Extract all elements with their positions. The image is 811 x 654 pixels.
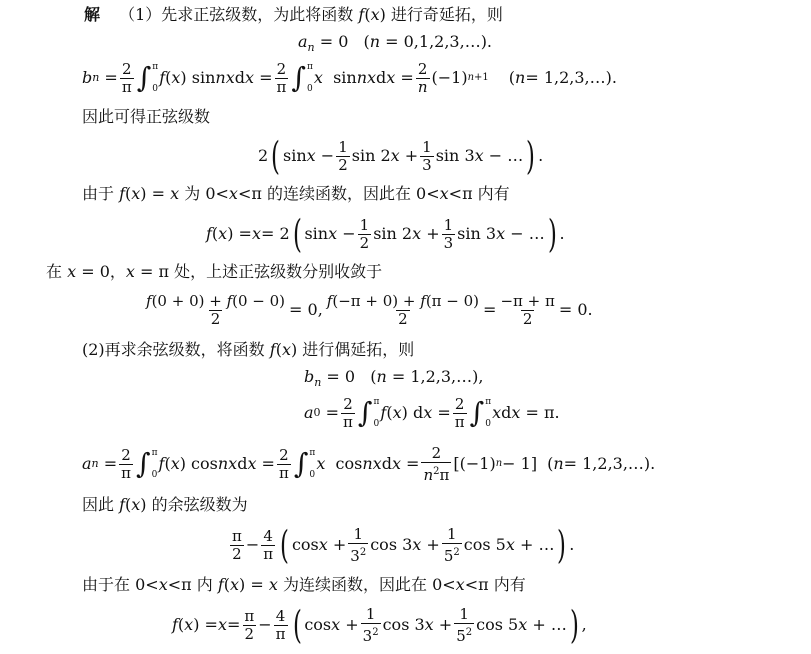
integral-sign: ∫ π 0 [136, 61, 159, 94]
text-continuity-even: 由于在 0<x<π 内 f(x) = x 为连续函数，因此在 0<x<π 内有 [82, 575, 526, 594]
part2-text: (2)再求余弦级数，将函数 f(x) 进行偶延拓，则 [82, 340, 415, 359]
equation-fx-sine-expansion: f ( x ) = x = 2 ( sin x − $\frac{1}{2}$ sin 2 x + $\frac{1}{3}$ sin 3 x − … ) . [206, 212, 565, 256]
equation-a-n-cos: a n = $\frac{2}{\pi}$ ∫ π 0 f ( x ) cos nx d x = $\frac{2}{\pi}$ ∫ π 0 x cos nx d x = $\frac{2}{n^2\pi}$ [(−1) n − 1] ( n = 1,2,3,…). [82, 443, 656, 484]
equation-cosine-series: $\frac{\pi}{2}$ − $\frac{4}{\pi}$ ( cos x + $\frac{1}{3^2}$ cos 3 x + $\frac{1}{5^2}$ cos 5 x + … ) . [232, 523, 575, 567]
equation-a-n-zero: $a_n = 0$ (n = 0,1,2,3,…). [298, 32, 493, 54]
equation-b-n-zero: $b_n = 0$ (n = 1,2,3,…), [304, 367, 484, 389]
part1-text: （1）先求正弦级数，为此将函数 f(x) 进行奇延拓，则 [119, 5, 503, 24]
equation-a-zero: a 0 = $\frac{2}{\pi}$ ∫ π 0 f ( x ) d x = $\frac{2}{\pi}$ ∫ π 0 x d x = π. [304, 394, 560, 431]
integral-sign: ∫ π 0 [357, 396, 380, 429]
text-sine-series-intro: 因此可得正弦级数 [82, 107, 211, 126]
integral-sign: ∫ π 0 [293, 447, 316, 480]
integral-sign: ∫ π 0 [136, 447, 158, 480]
text-continuity-odd: 由于 f(x) = x 为 0<x<π 的连续函数，因此在 0<x<π 内有 [82, 184, 510, 203]
equation-endpoint-values: $\frac{f(0 + 0) + f(0 - 0)}{2}$ = 0, $\frac{f(-\pi + 0) + f(\pi - 0)}{2}$ = $\frac{-\pi + \pi}{2}$ = 0. [146, 291, 593, 328]
text-cosine-series-intro: 因此 f(x) 的余弦级数为 [82, 495, 248, 514]
equation-sine-series: 2 ( sin x − $\frac{1}{2}$ sin 2 x + $\frac{1}{3}$ sin 3 x − … ) . [258, 134, 544, 178]
equation-fx-cosine-expansion: f ( x ) = x = $\frac{\pi}{2}$ − $\frac{4}{\pi}$ ( cos x + $\frac{1}{3^2}$ cos 3 x + $\frac{1}{5^2}$ cos 5 x + … ) , [172, 603, 587, 647]
integral-sign: ∫ π 0 [469, 396, 492, 429]
integral-sign: ∫ π 0 [291, 61, 313, 94]
solution-intro [84, 5, 503, 25]
text-endpoint-convergence: 在 x = 0，x = π 处，上述正弦级数分别收敛于 [46, 262, 383, 281]
solution-label: 解 [84, 5, 101, 24]
equation-b-n: b n = $\frac{2}{\pi}$ ∫ π 0 f ( x ) sin nx d x = $\frac{2}{\pi}$ ∫ π 0 x sin nx d x = $\frac{2}{n}$ (−1) n+1 ( n = 1,2,3,…). [82, 59, 617, 96]
